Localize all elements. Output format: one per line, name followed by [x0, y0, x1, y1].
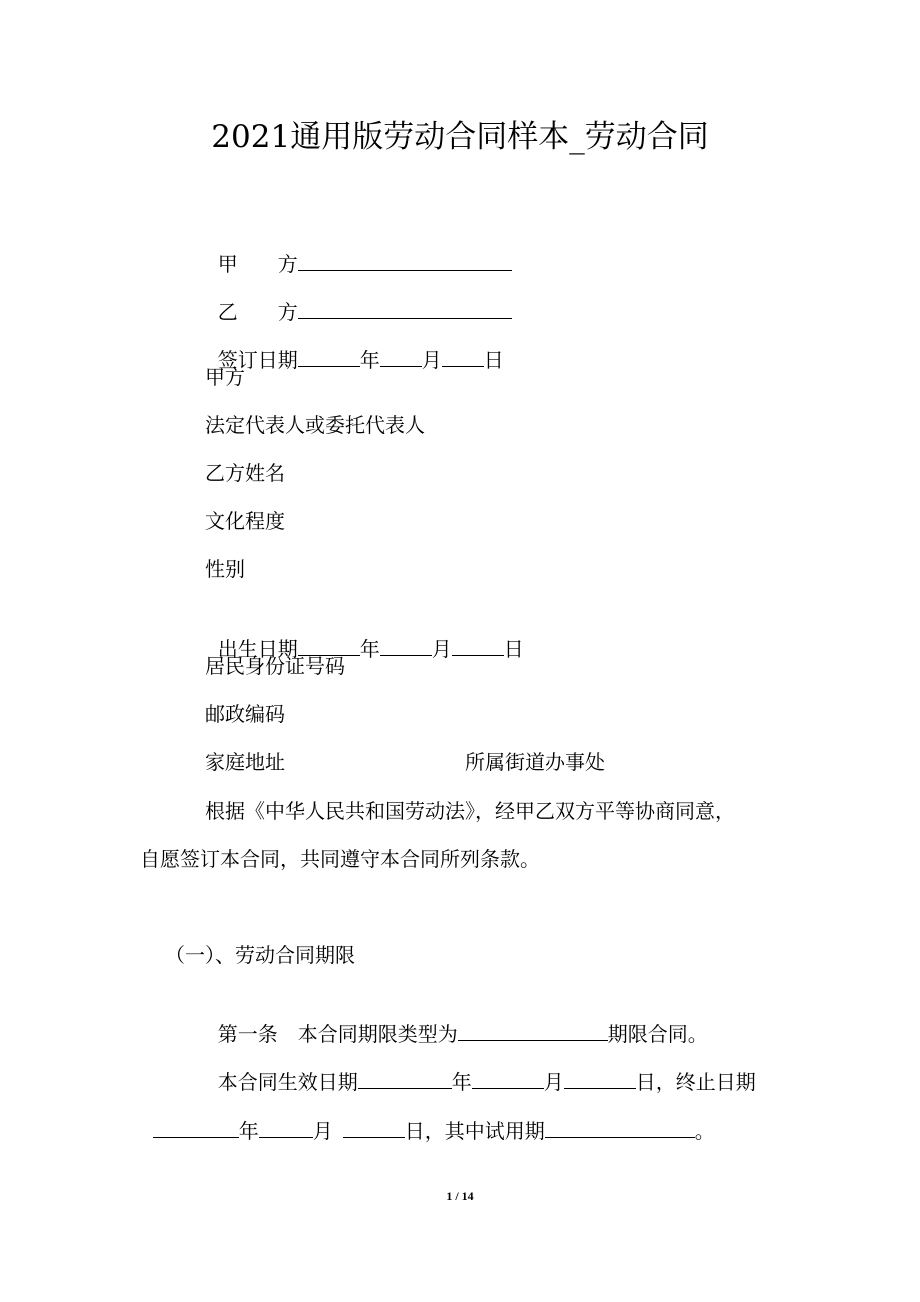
party-b-label: 乙 方	[217, 300, 298, 324]
sign-year-label: 年	[359, 348, 380, 372]
birth-day-label: 日	[503, 637, 524, 661]
page-number: 1 / 14	[446, 1189, 474, 1203]
party-a-label: 甲 方	[217, 252, 298, 276]
sign-date-line	[205, 314, 504, 375]
document-title: 2021通用版劳动合同样本_劳动合同	[211, 119, 709, 155]
article-1-prefix: 第一条 本合同期限类型为	[217, 1022, 458, 1046]
field-education: 文化程度	[205, 509, 285, 533]
end-punctuation: 。	[694, 1119, 715, 1143]
birth-year-label: 年	[359, 637, 380, 661]
field-street-office: 所属街道办事处	[465, 750, 605, 774]
end-date-line	[140, 1085, 715, 1146]
end-month-blank	[259, 1115, 313, 1138]
birth-month-blank	[380, 633, 432, 656]
field-party-a: 甲方	[205, 365, 245, 389]
field-party-b-name: 乙方姓名	[205, 461, 285, 485]
effective-month-label: 月	[543, 1070, 564, 1094]
birth-date-label: 出生日期	[217, 637, 298, 661]
birth-day-blank	[452, 633, 504, 656]
field-postal-code: 邮政编码	[205, 702, 285, 726]
effective-day-end-label: 日，终止日期	[635, 1070, 756, 1094]
sign-day-blank	[442, 344, 484, 367]
article-1-suffix: 期限合同。	[607, 1022, 708, 1046]
probation-blank	[545, 1115, 695, 1138]
field-legal-rep: 法定代表人或委托代表人	[205, 413, 425, 437]
sign-date-label: 签订日期	[217, 348, 298, 372]
birth-month-label: 月	[431, 637, 452, 661]
sign-month-label: 月	[421, 348, 442, 372]
section-1-heading: （一）、劳动合同期限	[165, 943, 355, 967]
field-id-number: 居民身份证号码	[205, 654, 345, 678]
sign-day-label: 日	[483, 348, 504, 372]
end-year-blank	[153, 1115, 239, 1138]
field-gender: 性别	[205, 557, 245, 581]
probation-label: 日，其中试用期	[404, 1119, 545, 1143]
sign-year-blank	[298, 344, 360, 367]
sign-month-blank	[380, 344, 422, 367]
intro-line-1: 根据《中华人民共和国劳动法》，经甲乙双方平等协商同意，	[205, 799, 735, 823]
end-day-blank	[343, 1115, 405, 1138]
end-month-label: 月	[312, 1119, 333, 1143]
effective-year-label: 年	[451, 1070, 472, 1094]
intro-line-2: 自愿签订本合同，共同遵守本合同所列条款。	[140, 847, 540, 871]
effective-date-label: 本合同生效日期	[217, 1070, 358, 1094]
field-home-address: 家庭地址	[205, 750, 285, 774]
end-year-label: 年	[238, 1119, 259, 1143]
